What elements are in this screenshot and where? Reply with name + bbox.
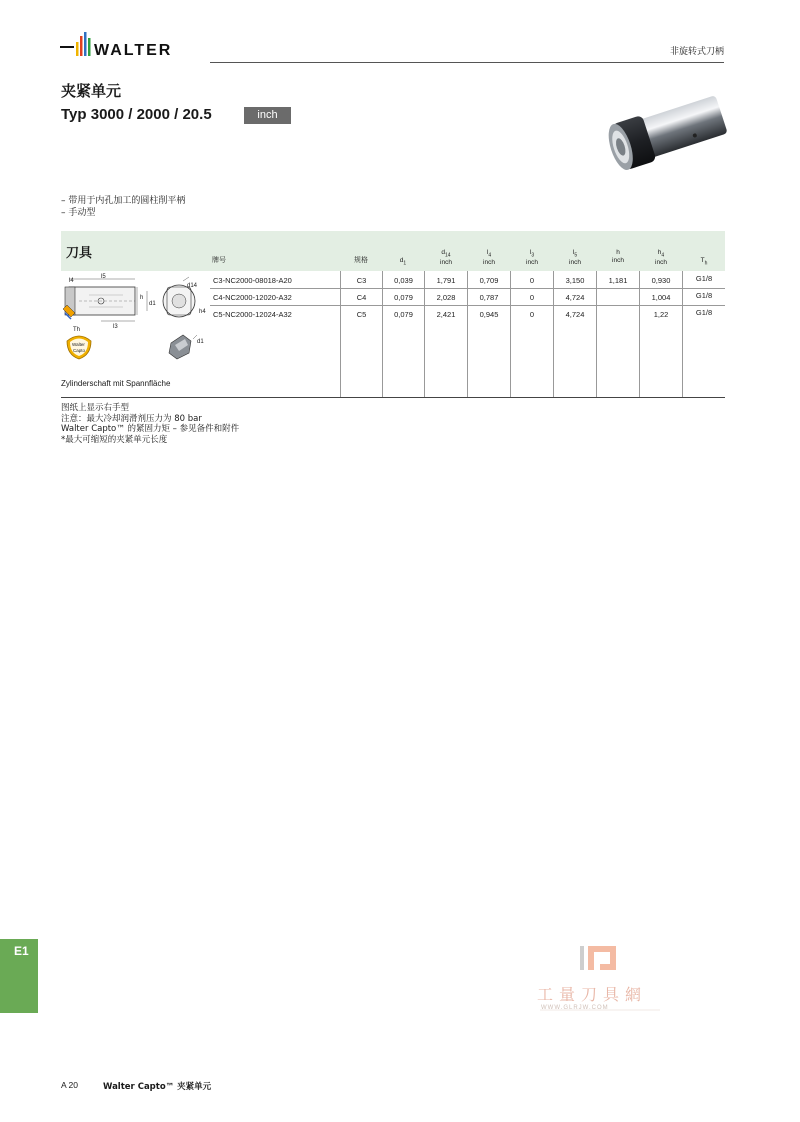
- cell-h: 1,181: [608, 276, 628, 285]
- col-header-h: [597, 249, 639, 265]
- col-header-sub: h: [704, 260, 708, 267]
- col-header-unit: inch: [569, 259, 581, 267]
- badge-line-1: Walter: [72, 342, 85, 347]
- feature-item: – 带用于内孔加工的圆柱削平柄: [61, 196, 186, 206]
- cell-th: G1/8: [695, 291, 713, 300]
- cell-l4: 0,709: [479, 276, 499, 285]
- cell-l3: 0: [529, 276, 535, 285]
- dim-label-d14: d14: [187, 283, 198, 289]
- col-header-sub: 4: [661, 252, 665, 259]
- col-header-unit: inch: [655, 259, 667, 267]
- table-divider: [553, 271, 554, 397]
- col-header-label: d: [399, 257, 404, 264]
- cell-designation: C5-NC2000-12024-A32: [213, 310, 292, 319]
- col-header-sub: 3: [531, 252, 535, 259]
- technical-drawing: [61, 273, 221, 373]
- cell-d1: 0,079: [394, 310, 413, 319]
- notes: [61, 403, 239, 445]
- note-line: Walter Capto™ 的紧固力矩 – 参见备件和附件: [61, 424, 240, 434]
- page-title: 夹紧单元: [61, 82, 122, 100]
- footer-title: Walter Capto™ 夹紧单元: [103, 1082, 212, 1092]
- col-header-th: [683, 257, 725, 267]
- col-header-d14: [425, 249, 467, 267]
- cell-d1: 0,079: [394, 293, 413, 302]
- cell-d14: 2,028: [436, 293, 456, 302]
- page-number: A 20: [61, 1080, 79, 1090]
- cell-d14: 1,791: [436, 276, 456, 285]
- table-divider: [424, 271, 425, 397]
- row-divider: [210, 305, 725, 306]
- col-header-designation: [212, 257, 272, 265]
- dim-label-d1: d1: [149, 301, 156, 307]
- dim-label-l3: l3: [113, 324, 118, 330]
- cell-l5: 4,724: [565, 293, 585, 302]
- col-header-unit: inch: [612, 257, 624, 264]
- table-divider: [596, 271, 597, 397]
- dim-label-l4: l4: [69, 278, 74, 284]
- watermark-url: WWW.GLRJW.COM: [541, 1005, 609, 1011]
- row-divider: [210, 288, 725, 289]
- col-header-label: l: [529, 249, 532, 256]
- note-line: 图纸上显示右手型: [61, 403, 130, 413]
- col-header-d1: [383, 257, 423, 267]
- col-header-unit: inch: [483, 259, 495, 267]
- product-type: Typ 3000 / 2000 / 20.5: [61, 106, 212, 123]
- cell-l5: 3,150: [565, 276, 585, 285]
- col-header-label: d: [441, 249, 446, 256]
- dim-label-insert-d1: d1: [197, 339, 204, 345]
- dim-label-h: h: [140, 295, 144, 301]
- col-header-label: l: [572, 249, 575, 256]
- cell-h4: 1,22: [653, 310, 669, 319]
- col-header-sub: 1: [403, 260, 407, 267]
- cell-size: C4: [356, 293, 367, 302]
- side-view-drawing: [63, 274, 156, 333]
- chapter-tab-label: E1: [14, 944, 29, 958]
- cell-l5: 4,724: [565, 310, 585, 319]
- table-divider: [510, 271, 511, 397]
- col-header-label: 牌号: [212, 257, 226, 264]
- drawing-caption: Zylinderschaft mit Spannfläche: [61, 379, 171, 388]
- table-bottom-rule: [61, 397, 725, 398]
- cell-size: C3: [356, 276, 367, 285]
- col-header-l4: [468, 249, 510, 267]
- col-header-label: h: [657, 249, 662, 256]
- cell-h4: 0,930: [651, 276, 671, 285]
- cell-th: G1/8: [695, 308, 713, 317]
- cell-l3: 0: [529, 293, 535, 302]
- end-view-drawing: [163, 277, 206, 317]
- cell-l3: 0: [529, 310, 535, 319]
- dim-label-th: Th: [73, 327, 81, 333]
- brand-wordmark: WALTER: [94, 42, 173, 59]
- badge-line-2: Capto: [73, 348, 86, 353]
- col-header-unit: inch: [440, 259, 452, 267]
- cell-d14: 2,421: [436, 310, 456, 319]
- table-divider: [467, 271, 468, 397]
- clamping-unit-image: [603, 92, 731, 176]
- col-header-label: l: [486, 249, 489, 256]
- dim-label-l5: l5: [101, 274, 106, 280]
- col-header-unit: inch: [526, 259, 538, 267]
- cell-designation: C3-NC2000-08018-A20: [213, 276, 292, 285]
- table-divider: [382, 271, 383, 397]
- insert-detail-drawing: [169, 335, 204, 359]
- cell-d1: 0,039: [394, 276, 413, 285]
- cell-th: G1/8: [695, 274, 713, 283]
- dim-label-h4: h4: [199, 309, 206, 315]
- cell-l4: 0,945: [479, 310, 499, 319]
- header-category: 非旋转式刀柄: [669, 47, 724, 57]
- unit-badge: inch: [244, 107, 291, 124]
- section-title: 刀具: [66, 246, 93, 261]
- col-header-label: T: [700, 257, 705, 264]
- col-header-l3: [511, 249, 553, 267]
- cell-size: C5: [356, 310, 367, 319]
- table-divider: [639, 271, 640, 397]
- table-divider: [682, 271, 683, 397]
- walter-capto-badge: [67, 336, 91, 359]
- col-header-sub: 4: [488, 252, 492, 259]
- col-header-l5: [554, 249, 596, 267]
- walter-logo: [60, 30, 200, 62]
- col-header-sub: 5: [574, 252, 578, 259]
- col-header-label: 规格: [354, 257, 368, 264]
- cell-h4: 1,004: [651, 293, 671, 302]
- col-header-label: h: [616, 249, 620, 256]
- table-divider: [340, 271, 341, 397]
- watermark-text: 工量刀具網: [537, 985, 648, 1004]
- note-line: *最大可缩短的夹紧单元长度: [61, 434, 168, 445]
- col-header-size: [341, 257, 381, 265]
- feature-list: [61, 195, 185, 219]
- cell-designation: C4-NC2000-12020-A32: [213, 293, 292, 302]
- col-header-h4: [640, 249, 682, 267]
- col-header-sub: 14: [445, 252, 451, 259]
- cell-l4: 0,787: [479, 293, 499, 302]
- note-line: 注意：最大冷却润滑剂压力为 80 bar: [61, 413, 202, 424]
- header-rule: [210, 62, 724, 63]
- feature-item: – 手动型: [61, 208, 96, 218]
